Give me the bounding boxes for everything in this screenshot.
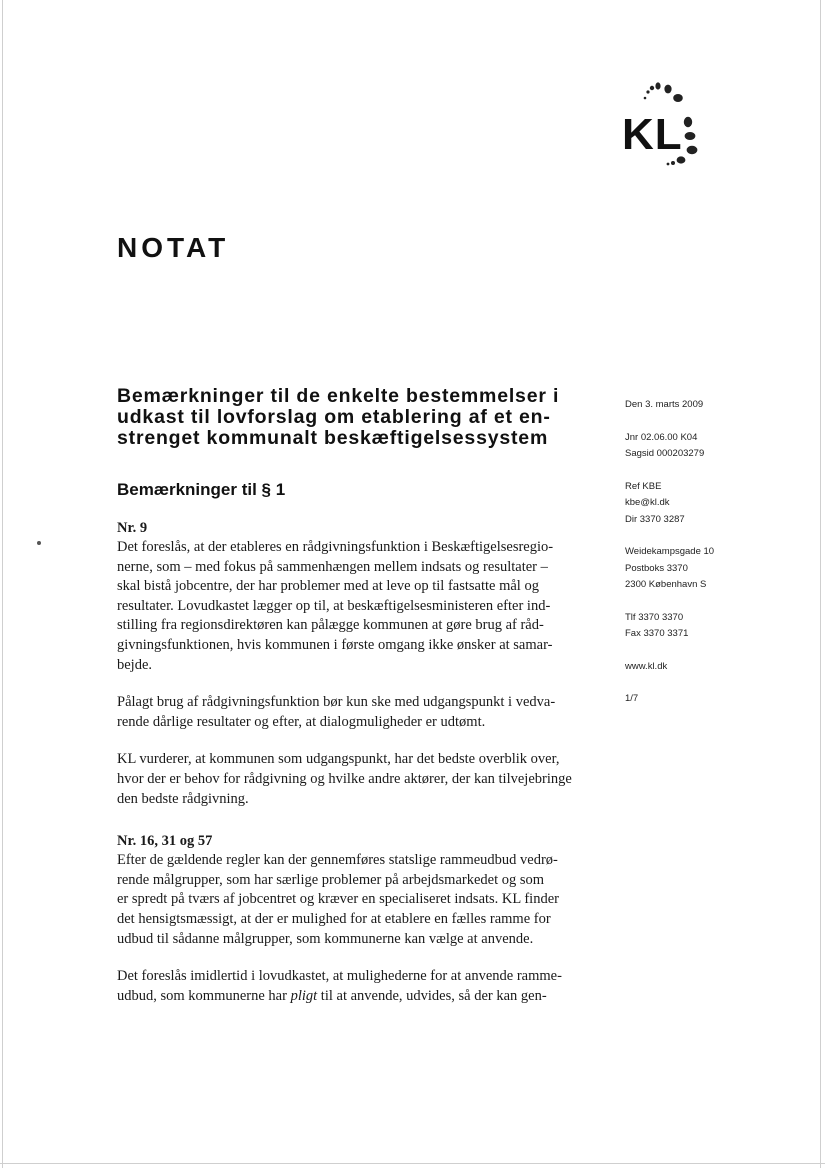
direct-phone: Dir 3370 3287 — [625, 513, 685, 525]
text-line: er spredt på tværs af jobcentret og kræver en specialiseret indsats. KL finder — [117, 891, 559, 908]
title-line: udkast til lovforslag om etablering af et en- — [117, 406, 551, 428]
phone: Tlf 3370 3370 — [625, 611, 684, 623]
paragraph — [117, 967, 597, 1006]
address-line: 2300 København S — [625, 579, 707, 590]
paragraph — [117, 851, 597, 949]
text-span: udbud, som kommunerne har — [117, 987, 291, 1004]
website: www.kl.dk — [625, 660, 668, 672]
body-text — [117, 518, 597, 1006]
text-span: til at anvende, udvides, så der kan gen- — [317, 987, 547, 1004]
emphasis-text: pligt — [290, 987, 318, 1004]
metadata-sidebar — [625, 397, 805, 708]
section-heading: Bemærkninger til § 1 — [117, 480, 286, 499]
document-type: NOTAT — [117, 232, 230, 263]
text-line: resultater. Lovudkastet lægger op til, at beskæftigelsesministeren efter ind- — [117, 597, 551, 614]
nr-heading: Nr. 16, 31 og 57 — [117, 833, 213, 850]
address-line: Weidekampsgade 10 — [625, 546, 715, 557]
paragraph — [117, 693, 597, 732]
page-number: 1/7 — [625, 693, 639, 704]
email: kbe@kl.dk — [625, 497, 670, 508]
page-edge-bottom — [0, 1163, 825, 1164]
text-line: nerne, som – med fokus på sammenhængen mellem indsats og resultater – — [117, 558, 548, 575]
text-line: rende målgrupper, som har særlige problemer på arbejdsmarkedet og som — [117, 871, 545, 888]
text-line: skal bistå jobcentre, der har problemer med at leve op til fastsatte mål og — [117, 578, 539, 595]
text-line: den bedste rådgivning. — [117, 790, 249, 807]
document-title — [117, 386, 597, 449]
page-edge-left — [2, 0, 3, 1168]
text-line — [117, 987, 597, 1007]
kl-logo — [618, 80, 728, 180]
logo-text: KL — [622, 110, 683, 159]
title-line: Bemærkninger til de enkelte bestemmelser i — [117, 385, 560, 407]
text-line: rende dårlige resultater og efter, at dialogmuligheder er udtømt. — [117, 713, 486, 730]
text-line: Det foreslås, at der etableres en rådgivningsfunktion i Beskæftigelsesregio- — [117, 539, 554, 555]
address-line: Postboks 3370 — [625, 562, 688, 574]
paragraph — [117, 538, 597, 675]
text-line: Efter de gældende regler kan der gennemføres statslige rammeudbud vedrø- — [117, 852, 558, 869]
text-line: Det foreslås imidlertid i lovudkastet, at mulighederne for at anvende ramme- — [117, 968, 562, 985]
paragraph — [117, 750, 597, 809]
text-line: udbud til sådanne målgrupper, som kommunerne kan vælge at anvende. — [117, 930, 534, 947]
fax: Fax 3370 3371 — [625, 628, 689, 639]
text-line: Pålagt brug af rådgivningsfunktion bør kun ske med udgangspunkt i vedva- — [117, 694, 556, 711]
date: Den 3. marts 2009 — [625, 399, 704, 410]
text-line: hvor der er behov for rådgivning og hvilke andre aktører, der kan tilvejebringe — [117, 770, 572, 787]
page-edge-right — [820, 0, 821, 1168]
reference: Ref KBE — [625, 480, 662, 492]
margin-mark — [37, 541, 41, 545]
journal-number: Jnr 02.06.00 K04 — [625, 431, 698, 443]
text-line: bejde. — [117, 656, 153, 673]
case-id: Sagsid 000203279 — [625, 448, 705, 459]
text-line: KL vurderer, at kommunen som udgangspunkt, har det bedste overblik over, — [117, 751, 560, 768]
text-line: givningsfunktionen, hvis kommunen i første omgang ikke ønsker at samar- — [117, 636, 553, 653]
title-line: strenget kommunalt beskæftigelsessystem — [117, 427, 549, 449]
text-line: det hensigtsmæssigt, at der er mulighed for at etablere en fælles ramme for — [117, 910, 551, 927]
text-line: stilling fra regionsdirektøren kan pålægge kommunen at gøre brug af råd- — [117, 617, 544, 634]
nr-heading: Nr. 9 — [117, 520, 148, 536]
